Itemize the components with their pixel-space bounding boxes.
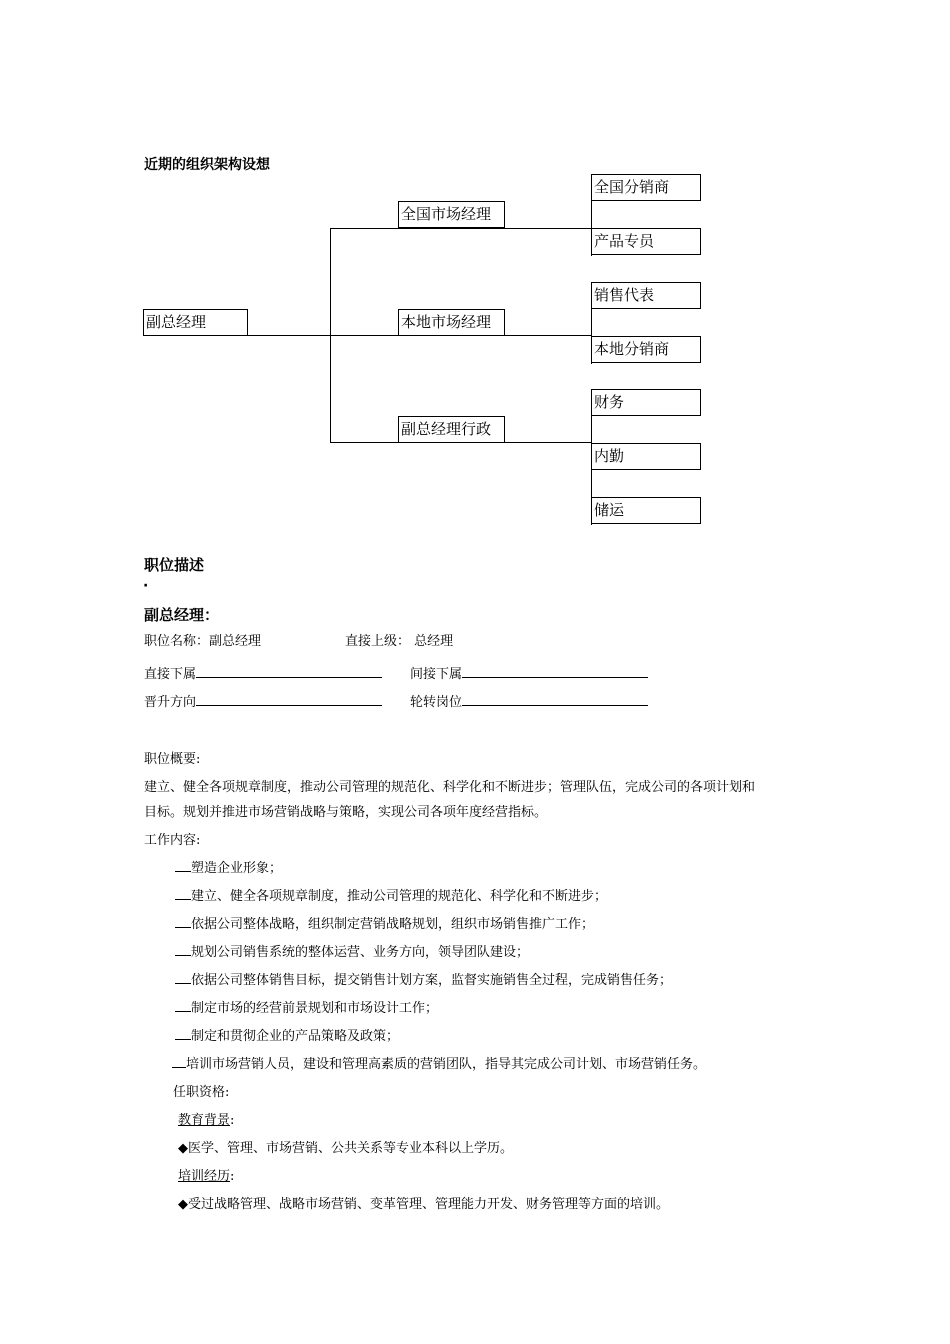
- work-item: [175, 913, 594, 932]
- training-item: ◆受过战略管理、战略市场营销、变革管理、管理能力开发、财务管理等方面的培训。: [178, 1197, 669, 1212]
- colon: :: [196, 833, 201, 848]
- rotation-row: [410, 691, 648, 710]
- org-chart-title: 近期的组织架构设想: [144, 157, 270, 173]
- item-marker: [175, 969, 191, 984]
- org-node-staff: 本地分销商: [591, 336, 701, 363]
- direct-subordinate-row: [144, 663, 382, 682]
- education-heading: [178, 1109, 234, 1128]
- work-item-text: 依据公司整体战略，组织制定营销战略规划，组织市场销售推广工作；: [191, 917, 595, 932]
- bullet-dot: ·: [143, 578, 149, 594]
- summary-label: 职位概要: [144, 752, 197, 767]
- item-marker: [175, 941, 191, 956]
- item-marker: [175, 997, 191, 1012]
- work-item-text: 规划公司销售系统的整体运营、业务方向，领导团队建设；: [191, 945, 530, 960]
- promotion-label: 晋升方向: [144, 695, 197, 710]
- work-label: 工作内容: [144, 833, 197, 848]
- org-node-staff: 财务: [591, 389, 701, 416]
- org-node-staff: 储运: [591, 497, 701, 524]
- blank-line: [462, 663, 648, 678]
- education-item: ◆医学、管理、市场营销、公共关系等专业本科以上学历。: [178, 1141, 513, 1156]
- org-node-staff: 内勤: [591, 443, 701, 470]
- work-item-text: 建立、健全各项规章制度，推动公司管理的规范化、科学化和不断进步；: [191, 889, 608, 904]
- summary-line: 目标。规划并推进市场营销战略与策略，实现公司各项年度经营指标。: [144, 805, 548, 820]
- org-node-staff: 销售代表: [591, 282, 701, 309]
- work-item: [175, 969, 672, 988]
- colon: :: [225, 1085, 230, 1100]
- section-title: 职位描述: [144, 556, 205, 574]
- org-node-manager: 本地市场经理: [398, 309, 505, 336]
- qualifications-heading: [173, 1081, 229, 1100]
- position-name: 职位名称：副总经理: [144, 634, 262, 649]
- item-marker: [175, 857, 191, 872]
- education-label: 教育背景: [178, 1113, 231, 1128]
- summary-line: 建立、健全各项规章制度，推动公司管理的规范化、科学化和不断进步；管理队伍，完成公司的各项计划和: [144, 780, 756, 795]
- rotation-label: 轮转岗位: [410, 695, 463, 710]
- org-node-staff: 产品专员: [591, 228, 701, 255]
- work-heading: [144, 829, 200, 848]
- work-item: [175, 997, 438, 1016]
- work-item: [175, 885, 607, 904]
- work-item: [175, 941, 529, 960]
- org-node-manager: 全国市场经理: [398, 201, 505, 228]
- org-node-manager: 副总经理行政: [398, 416, 505, 443]
- work-item-text: 制定市场的经营前景规划和市场设计工作；: [191, 1001, 439, 1016]
- work-item-text: 制定和贯彻企业的产品策略及政策；: [191, 1029, 400, 1044]
- org-node-staff: 全国分销商: [591, 174, 701, 201]
- summary-heading: [144, 748, 200, 767]
- blank-line: [196, 691, 382, 706]
- item-marker: [175, 1025, 191, 1040]
- indirect-subordinate-label: 间接下属: [410, 667, 463, 682]
- connector-line: [247, 335, 331, 336]
- work-item-text: 塑造企业形象；: [191, 861, 283, 876]
- training-label: 培训经历: [178, 1169, 231, 1184]
- direct-subordinate-label: 直接下属: [144, 667, 197, 682]
- item-marker: [175, 913, 191, 928]
- connector-line: [330, 228, 592, 229]
- colon: :: [196, 752, 201, 767]
- work-item: [175, 857, 282, 876]
- qualifications-label: 任职资格: [173, 1085, 226, 1100]
- position-title: 副总经理：: [144, 606, 220, 624]
- direct-superior: 直接上级： 总经理: [345, 634, 454, 649]
- work-item: [175, 1025, 399, 1044]
- org-node-root: 副总经理: [143, 309, 248, 336]
- work-item-text: 依据公司整体销售目标，提交销售计划方案，监督实施销售全过程，完成销售任务；: [191, 973, 673, 988]
- blank-line: [196, 663, 382, 678]
- work-item-text: 培训市场营销人员，建设和管理高素质的营销团队，指导其完成公司计划、市场营销任务。: [186, 1057, 707, 1072]
- colon: :: [230, 1113, 235, 1128]
- blank-line: [462, 691, 648, 706]
- item-marker: [175, 885, 191, 900]
- work-item: [172, 1053, 706, 1072]
- colon: :: [230, 1169, 235, 1184]
- promotion-row: [144, 691, 382, 710]
- item-marker: [172, 1053, 186, 1068]
- training-heading: [178, 1165, 234, 1184]
- indirect-subordinate-row: [410, 663, 648, 682]
